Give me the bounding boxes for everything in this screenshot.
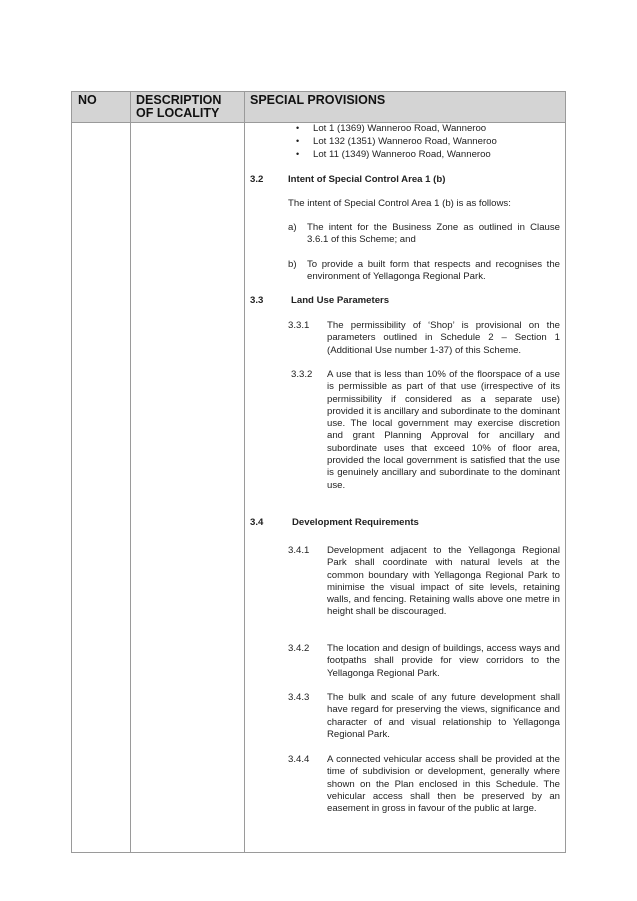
header-special-provisions: SPECIAL PROVISIONS [250, 93, 386, 107]
list-item: Lot 1 (1369) Wanneroo Road, Wanneroo [313, 123, 487, 134]
section-title: Development Requirements [292, 517, 419, 528]
header-no: NO [78, 93, 97, 107]
column-divider [244, 92, 245, 852]
clause-number: 3.3.2 [291, 369, 313, 380]
paragraph: The intent for the Business Zone as outlined in Clause 3.6.1 of this Scheme; and [307, 222, 560, 246]
clause-number: 3.4.4 [288, 754, 310, 765]
paragraph: A use that is less than 10% of the floorspace of a use is permissible as part of that use (irrespective of its permissibility if considered as a separate use) provided it is ancillary and subordinate to the dominant use. The local government may exercise discretion and grant Planning Approval for ancillary and subordinate uses that exceed 10% of floor area, provided the local government is satisfied that the use is genuinely ancillary and subordinate to the dominant use. [327, 369, 560, 491]
item-label: b) [288, 259, 297, 270]
paragraph: The bulk and scale of any future development shall have regard for preserving the views, significance and character of and visual relationship to Yellagonga Regional Park. [327, 692, 560, 740]
clause-number: 3.4.2 [288, 643, 310, 654]
paragraph: The intent of Special Control Area 1 (b) is as follows: [288, 198, 511, 209]
column-divider [130, 92, 131, 852]
section-title: Intent of Special Control Area 1 (b) [288, 174, 446, 185]
paragraph: The permissibility of ‘Shop’ is provisional on the parameters outlined in Schedule 2 – Section 1 (Additional Use number 1-37) of this Scheme. [327, 320, 560, 356]
list-item: Lot 11 (1349) Wanneroo Road, Wanneroo [313, 149, 491, 160]
clause-number: 3.4.3 [288, 692, 310, 703]
bullet-icon: • [296, 149, 300, 159]
header-description: DESCRIPTION OF LOCALITY [136, 93, 222, 120]
section-number: 3.4 [250, 517, 264, 528]
paragraph: To provide a built form that respects and recognises the environment of Yellagonga Regional Park. [307, 259, 560, 283]
bullet-icon: • [296, 136, 300, 146]
section-title: Land Use Parameters [291, 295, 390, 306]
section-number: 3.2 [250, 174, 264, 185]
paragraph: The location and design of buildings, access ways and footpaths shall provide for view corridors to the Yellagonga Regional Park. [327, 643, 560, 679]
paragraph: A connected vehicular access shall be provided at the time of subdivision or development, generally where shown on the Plan enclosed in this Schedule. The vehicular access shall then be preserved by an easement in gross in favour of the public at large. [327, 754, 560, 815]
clause-number: 3.3.1 [288, 320, 310, 331]
list-item: Lot 132 (1351) Wanneroo Road, Wanneroo [313, 136, 497, 147]
section-number: 3.3 [250, 295, 264, 306]
paragraph: Development adjacent to the Yellagonga Regional Park shall coordinate with natural levels at the common boundary with Yellagonga Regional Park to minimise the visual impact of site levels, retaining walls, and fencing. Retaining walls above one metre in height shall be discouraged. [327, 545, 560, 618]
clause-number: 3.4.1 [288, 545, 310, 556]
item-label: a) [288, 222, 297, 233]
bullet-icon: • [296, 123, 300, 133]
